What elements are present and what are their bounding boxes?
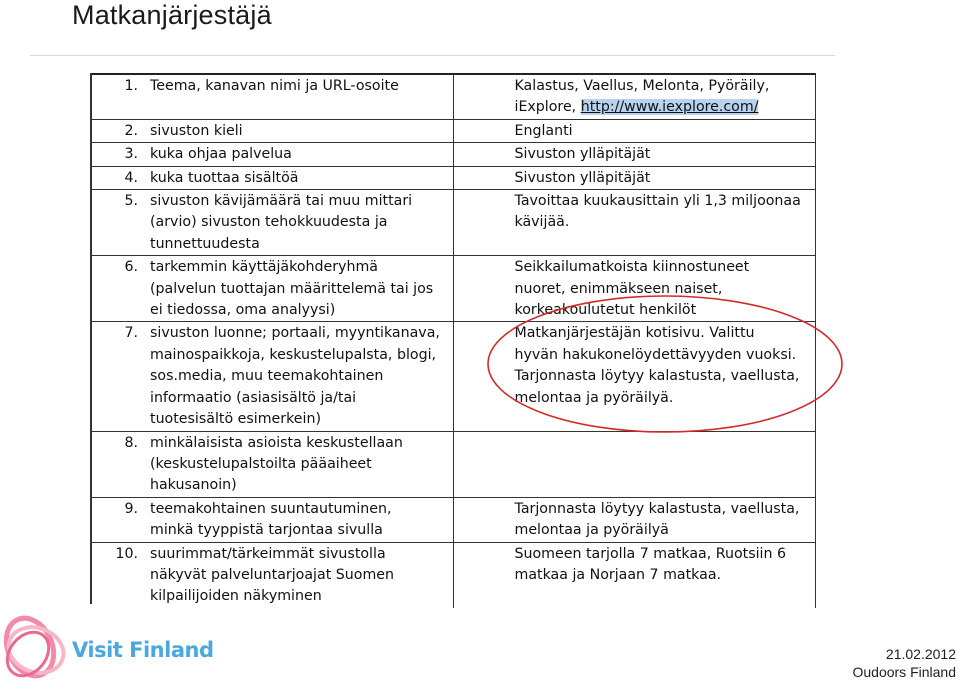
label-line: minkä tyyppistä tarjontaa sivulla	[150, 522, 383, 539]
row-label	[144, 431, 453, 497]
label-line: tarkemmin käyttäjäkohderyhmä	[150, 259, 378, 276]
table-left-edge	[90, 73, 92, 604]
row-value	[453, 542, 815, 608]
row-label	[144, 119, 453, 142]
value-line: Sivuston ylläpitäjät	[514, 146, 651, 163]
value-line: melontaa ja pyöräilyä.	[514, 389, 674, 406]
row-number: 5.	[90, 190, 144, 256]
value-line: korkeakoulutetut henkilöt	[514, 302, 697, 319]
footer-date: 21.02.2012	[885, 646, 956, 662]
label-line: Teema, kanavan nimi ja URL-osoite	[150, 78, 399, 94]
row-label	[144, 322, 453, 431]
row-number: 7.	[90, 322, 144, 431]
table-row	[90, 542, 815, 608]
row-number: 8.	[90, 431, 144, 497]
label-line: (palvelun tuottajan määrittelemä tai jos	[150, 280, 434, 297]
slide-title: Matkanjärjestäjä	[72, 0, 272, 30]
table-row	[90, 497, 815, 542]
table-row	[90, 119, 815, 142]
row-label	[144, 256, 453, 322]
row-number: 6.	[90, 256, 144, 322]
label-line: tuotesisältö esimerkein)	[150, 411, 321, 428]
label-line: mainospaikkoja, keskustelupalsta, blogi,	[150, 346, 437, 363]
table-row	[90, 143, 815, 166]
table-row	[90, 190, 815, 256]
row-number: 9.	[90, 497, 144, 542]
value-prefix: iExplore,	[514, 99, 581, 116]
value-line: matkaa ja Norjaan 7 matkaa.	[514, 566, 722, 583]
visit-finland-logo-text: Visit Finland	[72, 638, 214, 662]
row-value	[453, 74, 815, 119]
value-line: Tarjonnasta löytyy kalastusta, vaellusta,	[514, 368, 800, 385]
annotation-ellipse	[488, 296, 842, 432]
label-line: suurimmat/tärkeimmät sivustolla	[150, 545, 386, 562]
label-line: kuka ohjaa palvelua	[150, 146, 292, 163]
table-row	[90, 431, 815, 497]
label-line: tunnettuudesta	[150, 235, 260, 252]
value-line: Seikkailumatkoista kiinnostuneet	[514, 259, 750, 276]
label-line: sos.media, muu teemakohtainen	[150, 368, 384, 385]
label-line: ei tiedossa, oma analyysi)	[150, 302, 336, 319]
red-circle-annotation	[486, 294, 846, 436]
row-value	[453, 166, 815, 189]
label-line: näkyvät palveluntarjoajat Suomen	[150, 566, 394, 583]
row-number: 4.	[90, 166, 144, 189]
row-value	[453, 431, 815, 497]
label-line: teemakohtainen suuntautuminen,	[150, 500, 392, 517]
value-line: hyvän hakukonelöydettävyyden vuoksi.	[514, 346, 797, 363]
label-line: kilpailijoiden näkyminen	[150, 588, 322, 605]
label-line: informaatio (asiasisältö ja/tai	[150, 389, 357, 406]
table-row	[90, 74, 815, 119]
title-divider	[30, 55, 835, 56]
row-value	[453, 119, 815, 142]
visit-finland-logo-icon	[0, 612, 72, 682]
value-line: Englanti	[514, 122, 573, 139]
value-line: Matkanjärjestäjän kotisivu. Valittu	[514, 325, 755, 342]
row-label	[144, 542, 453, 608]
label-line: sivuston kieli	[150, 122, 243, 139]
value-line: nuoret, enimmäkseen naiset,	[514, 280, 723, 297]
label-line: hakusanoin)	[150, 477, 237, 494]
value-line: Suomeen tarjolla 7 matkaa, Ruotsiin 6	[514, 545, 787, 562]
label-line: kuka tuottaa sisältöä	[150, 169, 299, 186]
row-value	[453, 190, 815, 256]
table-row	[90, 166, 815, 189]
value-line: melontaa ja pyöräilyä	[514, 522, 669, 539]
footer-organization: Oudoors Finland	[852, 664, 956, 680]
label-line: (arvio) sivuston tehokkuudesta ja	[150, 214, 388, 231]
label-line: (keskustelupalstoilta pääaiheet	[150, 455, 372, 472]
row-label	[144, 497, 453, 542]
value-line	[515, 97, 811, 118]
row-label	[144, 190, 453, 256]
row-number: 3.	[90, 143, 144, 166]
value-line: Kalastus, Vaellus, Melonta, Pyöräily,	[514, 78, 770, 94]
value-line: Tarjonnasta löytyy kalastusta, vaellusta,	[514, 500, 800, 517]
label-line: minkälaisista asioista keskustellaan	[150, 434, 403, 451]
row-number: 10.	[90, 542, 144, 608]
label-line: sivuston kävijämäärä tai muu mittari	[150, 193, 413, 210]
website-url-link[interactable]: http://www.iexplore.com/	[580, 99, 759, 116]
row-label	[144, 143, 453, 166]
value-line: Tavoittaa kuukausittain yli 1,3 miljoonaa	[514, 193, 801, 210]
label-line: sivuston luonne; portaali, myyntikanava,	[150, 325, 440, 342]
row-number: 2.	[90, 119, 144, 142]
row-value	[453, 497, 815, 542]
row-label	[144, 166, 453, 189]
row-label	[144, 74, 453, 119]
value-line: kävijää.	[514, 214, 570, 231]
row-number: 1.	[90, 74, 144, 119]
value-line: Sivuston ylläpitäjät	[514, 169, 651, 186]
row-value	[453, 143, 815, 166]
